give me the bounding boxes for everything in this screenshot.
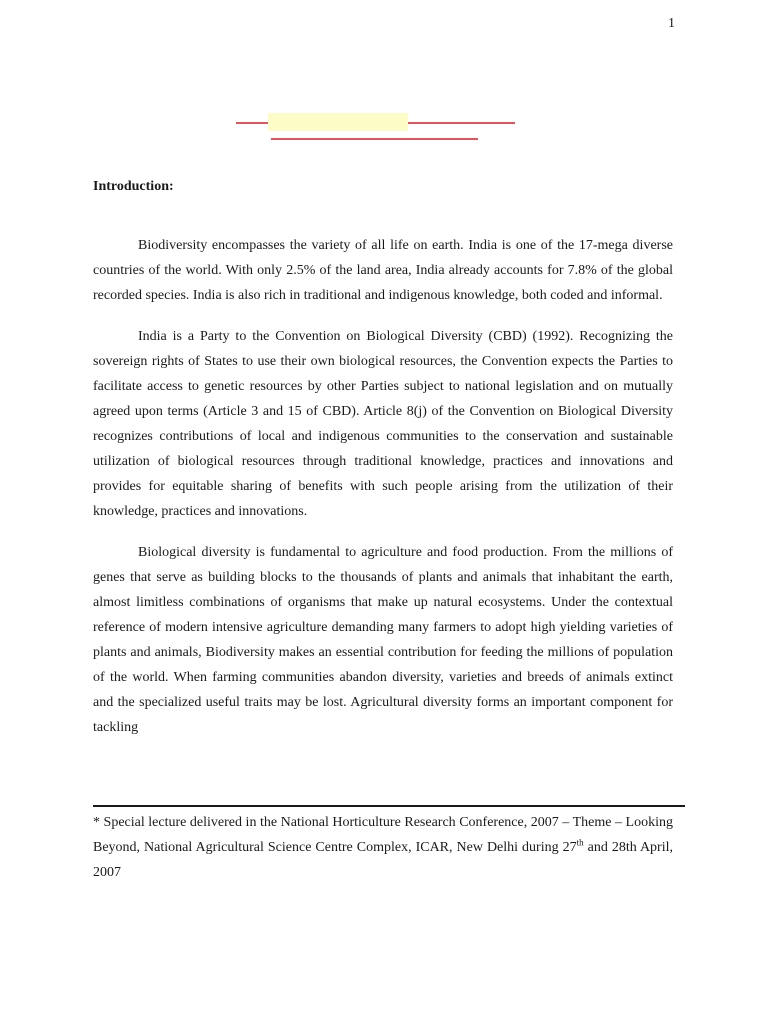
paragraph-agriculture: Biological diversity is fundamental to agriculture and food production. From the millions of genes that serve as building blocks to the thousands of plants and animals that inhabitant the earth, almost limitless combinations of organisms that make up natural ecosystems. Under the contextual reference of modern intensive agriculture demanding many farmers to adopt high yielding varieties of plants and animals, Biodiversity makes an essential contribution for feeding the millions of population of the world. When farming communities abandon diversity, varieties and breeds of animals extinct and the specialized useful traits may be lost. Agricultural diversity forms an important component for tackling [93, 545, 673, 735]
paragraph-biodiversity: Biodiversity encompasses the variety of all life on earth. India is one of the 17-mega diverse countries of the world. With only 2.5% of the land area, India already accounts for 7.8% of the global recorded species. India is also rich in traditional and indigenous knowledge, both coded and informal. [93, 238, 673, 303]
section-heading-introduction: Introduction: [93, 179, 174, 194]
redacted-subtitle-line [271, 138, 478, 140]
redacted-title-line-left [236, 122, 269, 124]
footnote [93, 810, 673, 885]
footnote-superscript: th [576, 837, 584, 848]
redacted-title-line-right [408, 122, 515, 124]
introduction-body [93, 233, 673, 756]
footnote-divider [93, 805, 685, 807]
redacted-title-highlight [268, 113, 408, 131]
page-number: 1 [668, 16, 675, 31]
footnote-text: * Special lecture delivered in the National Horticulture Research Conference, 2007 – Theme – Looking Beyond, National Agricultural Science Centre Complex, ICAR, New Delhi during 27 [93, 815, 673, 855]
footnote-text-end: and 28th April, 2007 [93, 840, 674, 880]
paragraph-cbd: India is a Party to the Convention on Biological Diversity (CBD) (1992). Recognizing the sovereign rights of States to use their own biological resources, the Convention expects the Parties to facilitate access to genetic resources by other Parties subject to national legislation and on mutually agreed upon terms (Article 3 and 15 of CBD). Article 8(j) of the Convention on Biological Diversity recognizes contributions of local and indigenous communities to the conservation and sustainable utilization of biological resources through traditional knowledge, practices and innovations and provides for equitable sharing of benefits with such people arising from the utilization of their knowledge, practices and innovations. [93, 329, 673, 519]
